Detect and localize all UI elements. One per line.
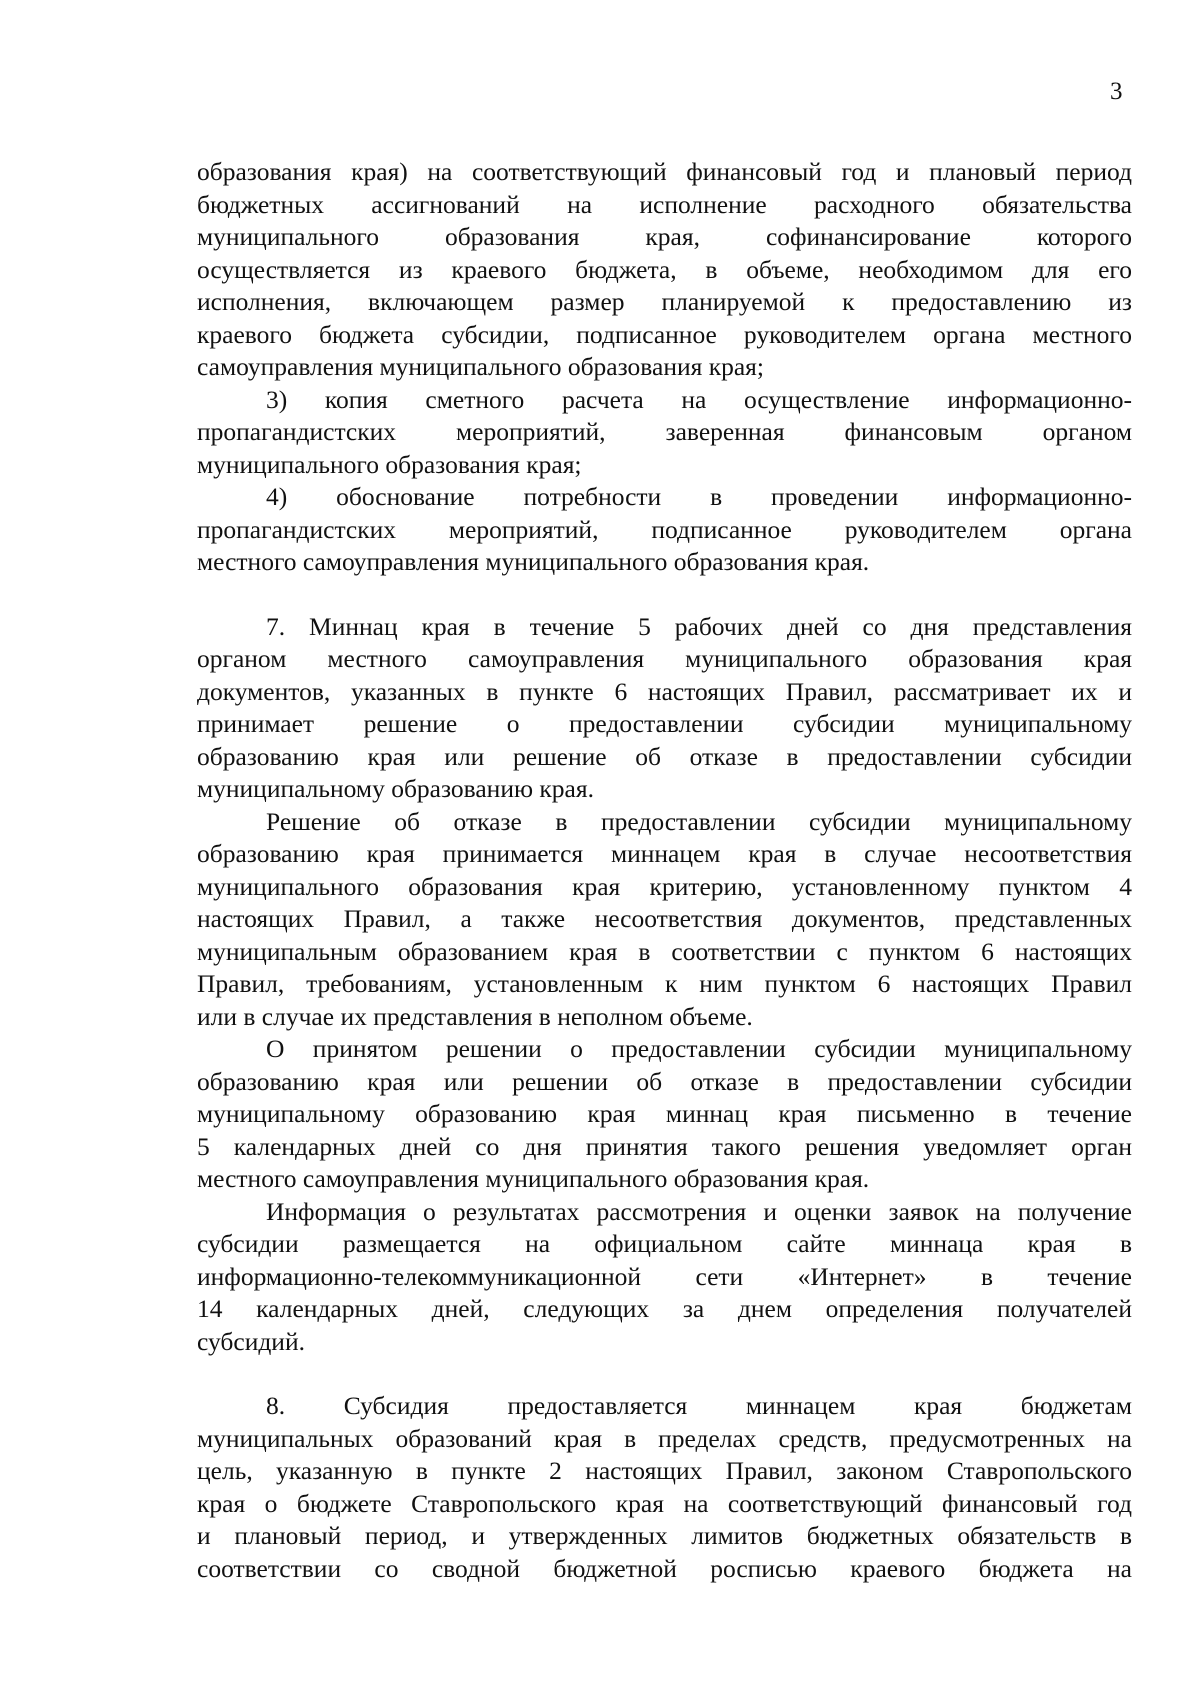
text-line: местного самоуправления муниципального образования края.	[197, 1164, 870, 1193]
text-line: пропагандистских мероприятий, заверенная финансовым органом	[197, 417, 1132, 446]
section-gap	[197, 579, 1132, 611]
text-line: края о бюджете Ставропольского края на соответствующий финансовый год	[197, 1488, 1132, 1518]
text-line: субсидии размещается на официальном сайте миннаца края в	[197, 1229, 1132, 1258]
text-line: 8. Субсидия предоставляется миннацем края бюджетам	[266, 1391, 1132, 1420]
text-line: и плановый период, и утвержденных лимитов бюджетных обязательств в	[197, 1521, 1132, 1550]
list-item-3	[197, 384, 1132, 482]
document-body	[197, 156, 1132, 1585]
text-line: органом местного самоуправления муниципального образования края	[197, 644, 1132, 673]
text-line: Решение об отказе в предоставлении субсидии муниципальному	[266, 806, 1132, 836]
text-line: муниципальных образований края в пределах средств, предусмотренных на	[197, 1423, 1132, 1453]
text-line: осуществляется из краевого бюджета, в объеме, необходимом для его	[197, 254, 1132, 284]
section-gap	[197, 1358, 1132, 1390]
text-line: Информация о результатах рассмотрения и оценки заявок на получение	[266, 1196, 1132, 1226]
text-line: муниципального образования края;	[197, 449, 582, 479]
text-line: О принятом решении о предоставлении субсидии муниципальному	[266, 1034, 1132, 1063]
text-line: муниципального образования края критерию, установленному пунктом 4	[197, 871, 1132, 901]
paragraph-information	[197, 1196, 1132, 1359]
text-line: муниципальным образованием края в соответствии с пунктом 6 настоящих	[197, 936, 1132, 966]
text-line: цель, указанную в пункте 2 настоящих Правил, законом Ставропольского	[197, 1456, 1132, 1485]
text-line: Правил, требованиям, установленным к ним пунктом 6 настоящих Правил	[197, 969, 1132, 998]
text-line: 7. Миннац края в течение 5 рабочих дней со дня представления	[266, 611, 1132, 641]
text-line: соответствии со сводной бюджетной росписью краевого бюджета на	[197, 1553, 1132, 1583]
text-line: образованию края или решение об отказе в предоставлении субсидии	[197, 741, 1132, 771]
paragraph-continuation	[197, 156, 1132, 384]
text-line: или в случае их представления в неполном объеме.	[197, 1001, 753, 1031]
text-line: 4) обоснование потребности в проведении информационно-	[266, 482, 1132, 511]
paragraph-refusal	[197, 806, 1132, 1034]
page-number: 3	[1110, 78, 1123, 105]
text-line: настоящих Правил, а также несоответствия документов, представленных	[197, 904, 1132, 933]
text-line: 5 календарных дней со дня принятия такого решения уведомляет орган	[197, 1131, 1132, 1161]
text-line: 14 календарных дней, следующих за днем определения получателей	[197, 1294, 1132, 1323]
text-line: образованию края или решении об отказе в предоставлении субсидии	[197, 1066, 1132, 1096]
text-line: образования края) на соответствующий финансовый год и плановый период	[197, 157, 1132, 186]
section-8	[197, 1390, 1132, 1585]
text-line: исполнения, включающем размер планируемой к предоставлению из	[197, 287, 1132, 316]
text-line: образованию края принимается миннацем края в случае несоответствия	[197, 839, 1132, 868]
text-line: краевого бюджета субсидии, подписанное руководителем органа местного	[197, 319, 1132, 349]
text-line: местного самоуправления муниципального образования края.	[197, 547, 870, 576]
text-line: информационно-телекоммуникационной сети «Интернет» в течение	[197, 1261, 1132, 1291]
text-line: муниципальному образованию края миннац края письменно в течение	[197, 1099, 1132, 1128]
text-line: самоуправления муниципального образования края;	[197, 352, 764, 381]
text-line: бюджетных ассигнований на исполнение расходного обязательства	[197, 189, 1132, 219]
text-line: муниципального образования края, софинансирование которого	[197, 222, 1132, 251]
text-line: субсидий.	[197, 1326, 305, 1356]
section-7	[197, 611, 1132, 806]
text-line: 3) копия сметного расчета на осуществление информационно-	[266, 384, 1132, 414]
paragraph-notification	[197, 1033, 1132, 1196]
text-line: принимает решение о предоставлении субсидии муниципальному	[197, 709, 1132, 738]
text-line: пропагандистских мероприятий, подписанное руководителем органа	[197, 514, 1132, 544]
list-item-4	[197, 481, 1132, 579]
text-line: документов, указанных в пункте 6 настоящих Правил, рассматривает их и	[197, 676, 1132, 706]
text-line: муниципальному образованию края.	[197, 774, 594, 803]
